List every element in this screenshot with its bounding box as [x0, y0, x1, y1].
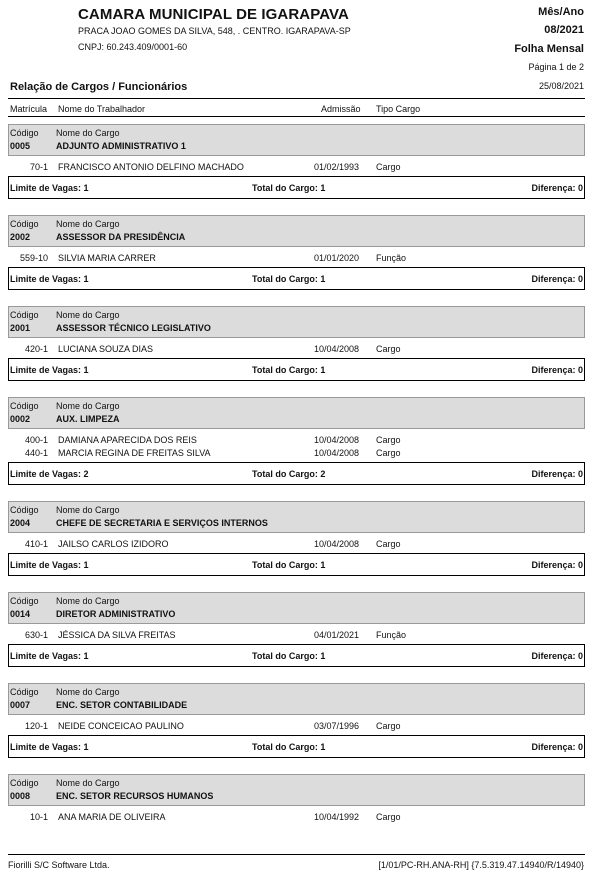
nome-cargo-label: Nome do Cargo	[56, 778, 120, 788]
employee-admissao: 01/02/1993	[314, 162, 360, 172]
employee-matricula: 420-1	[24, 344, 48, 354]
total-cargo: Total do Cargo: 1	[252, 651, 326, 661]
employee-name: JÉSSICA DA SILVA FREITAS	[58, 630, 176, 640]
nome-cargo-label: Nome do Cargo	[56, 310, 120, 320]
codigo-label: Código	[10, 128, 39, 138]
total-cargo: Total do Cargo: 1	[252, 274, 326, 284]
employee-matricula: 410-1	[24, 539, 48, 549]
cargo-name: ENC. SETOR RECURSOS HUMANOS	[56, 791, 214, 801]
employee-row	[8, 435, 585, 448]
page-indicator: Página 1 de 2	[528, 62, 584, 72]
cargo-totals	[8, 735, 585, 758]
organization-name: CAMARA MUNICIPAL DE IGARAPAVA	[78, 6, 349, 23]
employee-name: SILVIA MARIA CARRER	[58, 253, 156, 263]
employee-admissao: 01/01/2020	[314, 253, 360, 263]
nome-cargo-label: Nome do Cargo	[56, 219, 120, 229]
total-cargo: Total do Cargo: 1	[252, 183, 326, 193]
cargo-header	[8, 215, 585, 247]
employee-matricula: 630-1	[24, 630, 48, 640]
nome-cargo-label: Nome do Cargo	[56, 401, 120, 411]
limite-vagas: Limite de Vagas: 2	[10, 469, 89, 479]
cargo-code: 0007	[10, 700, 31, 710]
employee-row	[8, 162, 585, 175]
column-header-matricula: Matrícula	[10, 104, 48, 114]
codigo-label: Código	[10, 687, 39, 697]
employee-tipo: Cargo	[376, 448, 401, 458]
cargo-totals	[8, 176, 585, 199]
employee-tipo: Função	[376, 253, 407, 263]
footer-rule	[8, 854, 585, 855]
employee-row	[8, 539, 585, 552]
cargo-header	[8, 501, 585, 533]
column-header-nome: Nome do Trabalhador	[58, 104, 146, 114]
employee-name: NEIDE CONCEICAO PAULINO	[58, 721, 184, 731]
codigo-label: Código	[10, 401, 39, 411]
footer-reference: [1/01/PC-RH.ANA-RH] {7.5.319.47.14940/R/14940}	[378, 860, 584, 870]
organization-address: PRACA JOAO GOMES DA SILVA, 548, . CENTRO. IGARAPAVA-SP	[78, 26, 351, 36]
employee-row	[8, 721, 585, 734]
cargo-code: 0002	[10, 414, 31, 424]
employee-tipo: Cargo	[376, 721, 401, 731]
codigo-label: Código	[10, 778, 39, 788]
header-rule-bottom	[8, 116, 585, 117]
employee-admissao: 10/04/1992	[314, 812, 360, 822]
employee-row	[8, 630, 585, 643]
report-title: Relação de Cargos / Funcionários	[10, 81, 188, 93]
cargo-name: AUX. LIMPEZA	[56, 414, 120, 424]
cargo-header	[8, 683, 585, 715]
cargo-name: ADJUNTO ADMINISTRATIVO 1	[56, 141, 186, 151]
cargo-header	[8, 306, 585, 338]
cargo-code: 2001	[10, 323, 31, 333]
column-header-admissao: Admissão	[321, 104, 361, 114]
employee-tipo: Cargo	[376, 539, 401, 549]
cargo-totals	[8, 267, 585, 290]
total-cargo: Total do Cargo: 1	[252, 560, 326, 570]
diferenca: Diferença: 0	[531, 560, 583, 570]
employee-tipo: Cargo	[376, 344, 401, 354]
employee-row	[8, 344, 585, 357]
cargo-totals	[8, 644, 585, 667]
nome-cargo-label: Nome do Cargo	[56, 687, 120, 697]
cargo-code: 2002	[10, 232, 31, 242]
employee-row	[8, 812, 585, 825]
payroll-type: Folha Mensal	[514, 43, 584, 55]
cargo-totals	[8, 553, 585, 576]
employee-admissao: 10/04/2008	[314, 344, 360, 354]
employee-row	[8, 253, 585, 266]
nome-cargo-label: Nome do Cargo	[56, 128, 120, 138]
column-header-tipo: Tipo Cargo	[376, 104, 421, 114]
limite-vagas: Limite de Vagas: 1	[10, 651, 89, 661]
limite-vagas: Limite de Vagas: 1	[10, 742, 89, 752]
nome-cargo-label: Nome do Cargo	[56, 505, 120, 515]
employee-tipo: Cargo	[376, 435, 401, 445]
employee-name: JAILSO CARLOS IZIDORO	[58, 539, 169, 549]
limite-vagas: Limite de Vagas: 1	[10, 183, 89, 193]
cargo-name: ASSESSOR TÉCNICO LEGISLATIVO	[56, 323, 211, 333]
cargo-name: ASSESSOR DA PRESIDÊNCIA	[56, 232, 186, 242]
employee-tipo: Função	[376, 630, 407, 640]
limite-vagas: Limite de Vagas: 1	[10, 365, 89, 375]
employee-row	[8, 448, 585, 461]
employee-tipo: Cargo	[376, 812, 401, 822]
cargo-totals	[8, 462, 585, 485]
cargo-code: 0014	[10, 609, 31, 619]
codigo-label: Código	[10, 310, 39, 320]
employee-matricula: 120-1	[24, 721, 48, 731]
cargo-code: 0008	[10, 791, 31, 801]
employee-name: LUCIANA SOUZA DIAS	[58, 344, 154, 354]
month-year-value: 08/2021	[544, 24, 584, 36]
total-cargo: Total do Cargo: 1	[252, 742, 326, 752]
employee-name: MARCIA REGINA DE FREITAS SILVA	[58, 448, 211, 458]
limite-vagas: Limite de Vagas: 1	[10, 560, 89, 570]
employee-name: DAMIANA APARECIDA DOS REIS	[58, 435, 197, 445]
diferenca: Diferença: 0	[531, 651, 583, 661]
cargo-header	[8, 774, 585, 806]
employee-admissao: 03/07/1996	[314, 721, 360, 731]
employee-matricula: 70-1	[29, 162, 48, 172]
codigo-label: Código	[10, 505, 39, 515]
month-year-label: Mês/Ano	[538, 6, 584, 18]
diferenca: Diferença: 0	[531, 742, 583, 752]
diferenca: Diferença: 0	[531, 365, 583, 375]
header-rule-top	[8, 98, 585, 99]
employee-name: FRANCISCO ANTONIO DELFINO MACHADO	[58, 162, 244, 172]
footer-company: Fiorilli S/C Software Ltda.	[8, 860, 110, 870]
cargo-totals	[8, 358, 585, 381]
diferenca: Diferença: 0	[531, 274, 583, 284]
cargo-code: 0005	[10, 141, 31, 151]
cargo-name: DIRETOR ADMINISTRATIVO	[56, 609, 176, 619]
employee-name: ANA MARIA DE OLIVEIRA	[58, 812, 166, 822]
codigo-label: Código	[10, 219, 39, 229]
limite-vagas: Limite de Vagas: 1	[10, 274, 89, 284]
diferenca: Diferença: 0	[531, 183, 583, 193]
total-cargo: Total do Cargo: 1	[252, 365, 326, 375]
total-cargo: Total do Cargo: 2	[252, 469, 326, 479]
employee-admissao: 10/04/2008	[314, 539, 360, 549]
cargo-code: 2004	[10, 518, 31, 528]
employee-matricula: 559-10	[19, 253, 48, 263]
diferenca: Diferença: 0	[531, 469, 583, 479]
employee-admissao: 04/01/2021	[314, 630, 360, 640]
employee-matricula: 10-1	[29, 812, 48, 822]
cargo-header	[8, 397, 585, 429]
employee-matricula: 400-1	[24, 435, 48, 445]
cargo-name: CHEFE DE SECRETARIA E SERVIÇOS INTERNOS	[56, 518, 268, 528]
codigo-label: Código	[10, 596, 39, 606]
employee-matricula: 440-1	[24, 448, 48, 458]
employee-admissao: 10/04/2008	[314, 448, 360, 458]
report-date: 25/08/2021	[538, 81, 584, 91]
employee-admissao: 10/04/2008	[314, 435, 360, 445]
nome-cargo-label: Nome do Cargo	[56, 596, 120, 606]
organization-cnpj: CNPJ: 60.243.409/0001-60	[78, 42, 188, 52]
cargo-name: ENC. SETOR CONTABILIDADE	[56, 700, 188, 710]
cargo-header	[8, 124, 585, 156]
cargo-header	[8, 592, 585, 624]
employee-tipo: Cargo	[376, 162, 401, 172]
